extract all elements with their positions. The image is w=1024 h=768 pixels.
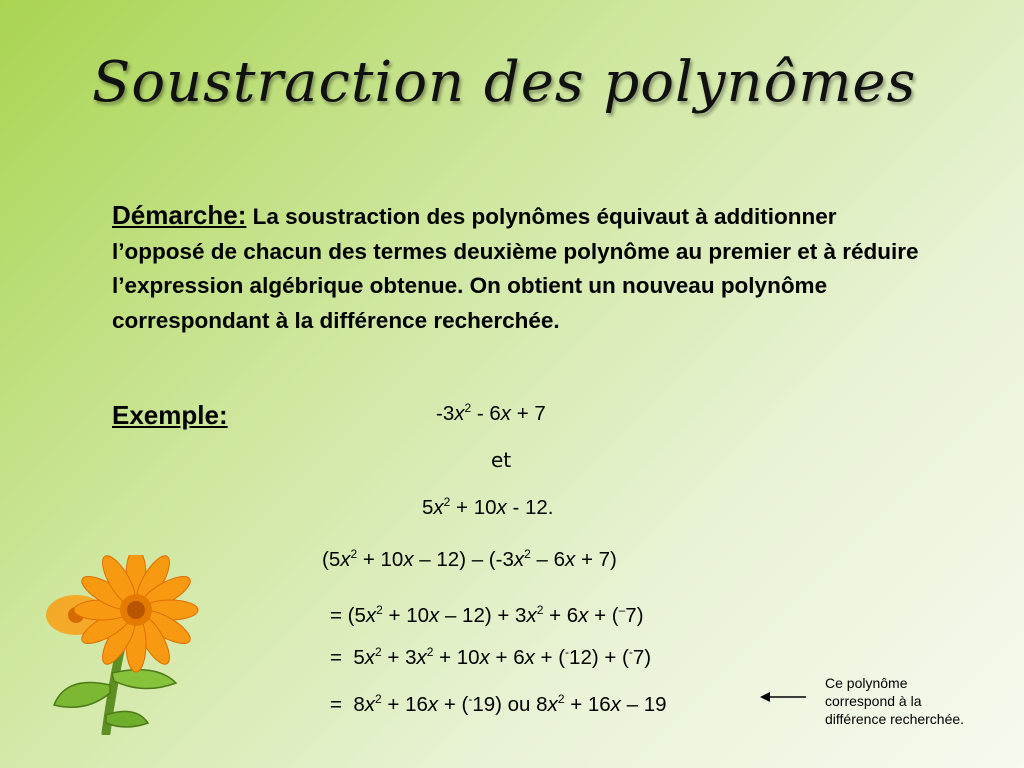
polynomial-1: $-3x^2 - 6x + 7$: [436, 401, 546, 425]
left-arrow-icon: [760, 690, 808, 704]
subtraction-expression: $(5x^2 + 10x - 12) - (-3x^2 - 6x + 7)$: [322, 547, 617, 571]
result-note: [825, 674, 964, 728]
note-line-3: différence recherchée.: [825, 711, 965, 727]
note-line-1: Ce polynôme: [825, 675, 908, 691]
et-word: et: [491, 448, 512, 472]
polynomial-2: $5x^2 + 10x - 12$.: [422, 495, 554, 519]
step-2: = $5x^2 + 3x^2 + 10x + 6x + (^-12) + (^-7)$: [330, 645, 652, 669]
note-line-2: correspond à la: [825, 693, 922, 709]
step-3-result: = $8x^2 + 16x + (^-19)$ ou $8x^2 + 16x - 19$: [330, 692, 667, 716]
example-label: Exemple:: [112, 400, 228, 430]
demarche-text: La soustraction des polynômes équivaut à additionner l’opposé de chacun des termes deuxième polynôme au premier et à réduire l’expression algébrique obtenue. On obtient un nouveau polynôme correspondant à la différence recherchée.: [112, 204, 919, 333]
slide-title: Soustraction des polynômes: [92, 50, 917, 115]
demarche-label: Démarche:: [112, 200, 247, 230]
step-1: = $(5x^2 + 10x - 12) + 3x^2 + 6x + (^-7)$: [330, 603, 644, 627]
demarche-paragraph: [112, 198, 932, 338]
flower-icon: [36, 555, 216, 735]
